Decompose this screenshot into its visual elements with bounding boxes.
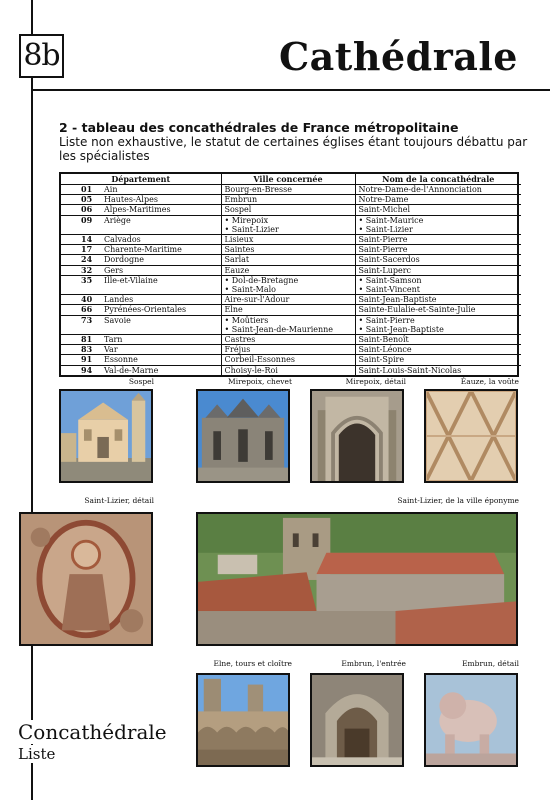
cell-departement-name: Hautes-Alpes (101, 195, 221, 205)
concathedrales-table (59, 172, 519, 377)
table-row (61, 315, 521, 325)
cell-ville: Lisieux (221, 235, 355, 245)
table-row (61, 225, 521, 235)
cell-departement-number: 83 (61, 345, 101, 355)
photo-eauze-voute (424, 389, 518, 483)
table-row (61, 285, 521, 295)
cell-departement-name: Alpes-Maritimes (101, 205, 221, 215)
cell-departement-number: 05 (61, 195, 101, 205)
cell-departement-name: Essonne (101, 355, 221, 365)
cell-departement-number: 17 (61, 245, 101, 255)
caption-embrun-detail: Embrun, détail (462, 659, 519, 668)
table-row (61, 195, 521, 205)
cell-concathedrale: Saint-Spire (355, 355, 521, 365)
cell-concathedrale: Saint-Pierre (355, 245, 521, 255)
cell-ville: Elne (221, 305, 355, 315)
cell-departement-name: Var (101, 345, 221, 355)
cell-departement-name: Ariège (101, 215, 221, 225)
cell-departement-number: 35 (61, 275, 101, 285)
caption-saint-lizier-ville: Saint-Lizier, de la ville éponyme (397, 496, 519, 505)
cell-ville: Aire-sur-l'Adour (221, 295, 355, 305)
cell-ville: • Saint-Jean-de-Maurienne (221, 325, 355, 335)
vertical-rule (31, 0, 33, 800)
cell-ville: Bourg-en-Bresse (221, 185, 355, 195)
photo-saint-lizier-ville (196, 512, 518, 646)
cell-departement-name: Ille-et-Vilaine (101, 275, 221, 285)
table-body (61, 185, 521, 375)
header-departement: Département (61, 174, 221, 185)
cell-ville: Sarlat (221, 255, 355, 265)
cell-departement-name: Charente-Maritime (101, 245, 221, 255)
caption-embrun-entree: Embrun, l'entrée (341, 659, 406, 668)
cell-departement-number (61, 285, 101, 295)
cell-concathedrale: Saint-Pierre (355, 235, 521, 245)
table-row (61, 365, 521, 375)
cell-departement-number: 24 (61, 255, 101, 265)
cell-departement-name (101, 285, 221, 295)
table-row (61, 185, 521, 195)
cell-departement-number (61, 325, 101, 335)
header-rule (31, 89, 550, 91)
cell-departement-name: Val-de-Marne (101, 365, 221, 375)
caption-sospel: Sospel (128, 377, 154, 386)
caption-elne: Elne, tours et cloître (213, 659, 292, 668)
table-row (61, 235, 521, 245)
table-row (61, 345, 521, 355)
cell-concathedrale: Saint-Sacerdos (355, 255, 521, 265)
table-row (61, 325, 521, 335)
cell-departement-name: Gers (101, 265, 221, 275)
cell-departement-number: 01 (81, 184, 93, 194)
cell-departement-name (101, 225, 221, 235)
cell-departement-name: Ain (101, 185, 221, 195)
cell-concathedrale: Saint-Léonce (355, 345, 521, 355)
table-row (61, 245, 521, 255)
photo-embrun-detail (424, 673, 518, 767)
section-number: 8b (19, 34, 64, 78)
cell-ville: Castres (221, 335, 355, 345)
caption-saint-lizier-detail: Saint-Lizier, détail (84, 496, 154, 505)
cell-departement-name: Tarn (101, 335, 221, 345)
caption-mirepoix-chevet: Mirepoix, chevet (228, 377, 292, 386)
cell-ville: • Dol-de-Bretagne (221, 275, 355, 285)
photo-elne (196, 673, 290, 767)
cell-concathedrale: Sainte-Eulalie-et-Sainte-Julie (355, 305, 521, 315)
cell-concathedrale: Notre-Dame (355, 195, 521, 205)
cell-departement-number: 40 (61, 295, 101, 305)
cell-concathedrale: Saint-Benoît (355, 335, 521, 345)
table-row (61, 205, 521, 215)
cell-departement-name: Dordogne (101, 255, 221, 265)
cell-departement-name: Savoie (101, 315, 221, 325)
cell-concathedrale: Saint-Louis-Saint-Nicolas (355, 365, 521, 375)
cell-concathedrale: • Saint-Pierre (355, 315, 521, 325)
photo-saint-lizier-detail (19, 512, 153, 646)
cell-concathedrale: Saint-Michel (355, 205, 521, 215)
cell-departement-number: 06 (61, 205, 101, 215)
table-row (61, 355, 521, 365)
cell-departement-number (61, 225, 101, 235)
cell-ville: Sospel (221, 205, 355, 215)
section-description: Liste non exhaustive, le statut de certaines églises étant toujours débattu par les spécialistes (59, 135, 528, 163)
footer-subtitle: Liste (18, 745, 59, 763)
footer-title: Concathédrale (18, 720, 171, 744)
cell-concathedrale: • Saint-Vincent (358, 285, 420, 295)
photo-mirepoix-detail (310, 389, 404, 483)
cell-concathedrale: • Saint-Maurice (355, 215, 521, 225)
photo-mirepoix-chevet (196, 389, 290, 483)
cell-ville: Fréjus (221, 345, 355, 355)
cell-ville: Corbeil-Essonnes (221, 355, 355, 365)
cell-concathedrale: Notre-Dame-de-l'Annonciation (358, 185, 482, 194)
cell-concathedrale: • Saint-Jean-Baptiste (358, 324, 444, 334)
cell-departement-number: 91 (61, 355, 101, 365)
cell-departement-name: Landes (101, 295, 221, 305)
cell-departement-name: Pyrénées-Orientales (101, 305, 221, 315)
cell-departement-number: 94 (61, 365, 101, 375)
cell-ville: Choisy-le-Roi (221, 365, 355, 375)
cell-departement-number: 32 (61, 265, 101, 275)
cell-ville: Saintes (221, 245, 355, 255)
cell-concathedrale: Saint-Jean-Baptiste (355, 295, 521, 305)
cell-departement-number: 66 (61, 305, 101, 315)
cell-concathedrale: Saint-Luperc (355, 265, 521, 275)
cell-ville: • Moûtiers (221, 315, 355, 325)
cell-ville: • Saint-Lizier (221, 225, 355, 235)
header-nom: Nom de la concathédrale (355, 174, 521, 185)
table-row (61, 305, 521, 315)
table-row (61, 255, 521, 265)
caption-eauze-voute: Éauze, la voûte (460, 377, 519, 386)
cell-concathedrale: • Saint-Samson (355, 275, 521, 285)
cell-concathedrale: • Saint-Lizier (358, 224, 413, 234)
cell-departement-name: Calvados (101, 235, 221, 245)
table-row (61, 295, 521, 305)
table-row (61, 265, 521, 275)
photo-embrun-entree (310, 673, 404, 767)
cell-departement-number: 09 (61, 215, 101, 225)
section-heading: 2 - tableau des concathédrales de France métropolitaine (59, 120, 459, 135)
cell-ville: Eauze (221, 265, 355, 275)
cell-ville: • Saint-Malo (221, 285, 355, 295)
photo-sospel (59, 389, 153, 483)
cell-ville: • Mirepoix (221, 215, 355, 225)
table-row (61, 335, 521, 345)
cell-departement-number: 73 (61, 315, 101, 325)
cell-ville: Embrun (221, 195, 355, 205)
cell-departement-number: 81 (61, 335, 101, 345)
table-header-row (61, 174, 521, 185)
caption-mirepoix-detail: Mirepoix, détail (345, 377, 406, 386)
cell-departement-number: 14 (61, 235, 101, 245)
header-ville: Ville concernée (221, 174, 355, 185)
table-row (61, 215, 521, 225)
page-title: Cathédrale (278, 34, 518, 79)
cell-departement-name (101, 325, 221, 335)
table-row (61, 275, 521, 285)
